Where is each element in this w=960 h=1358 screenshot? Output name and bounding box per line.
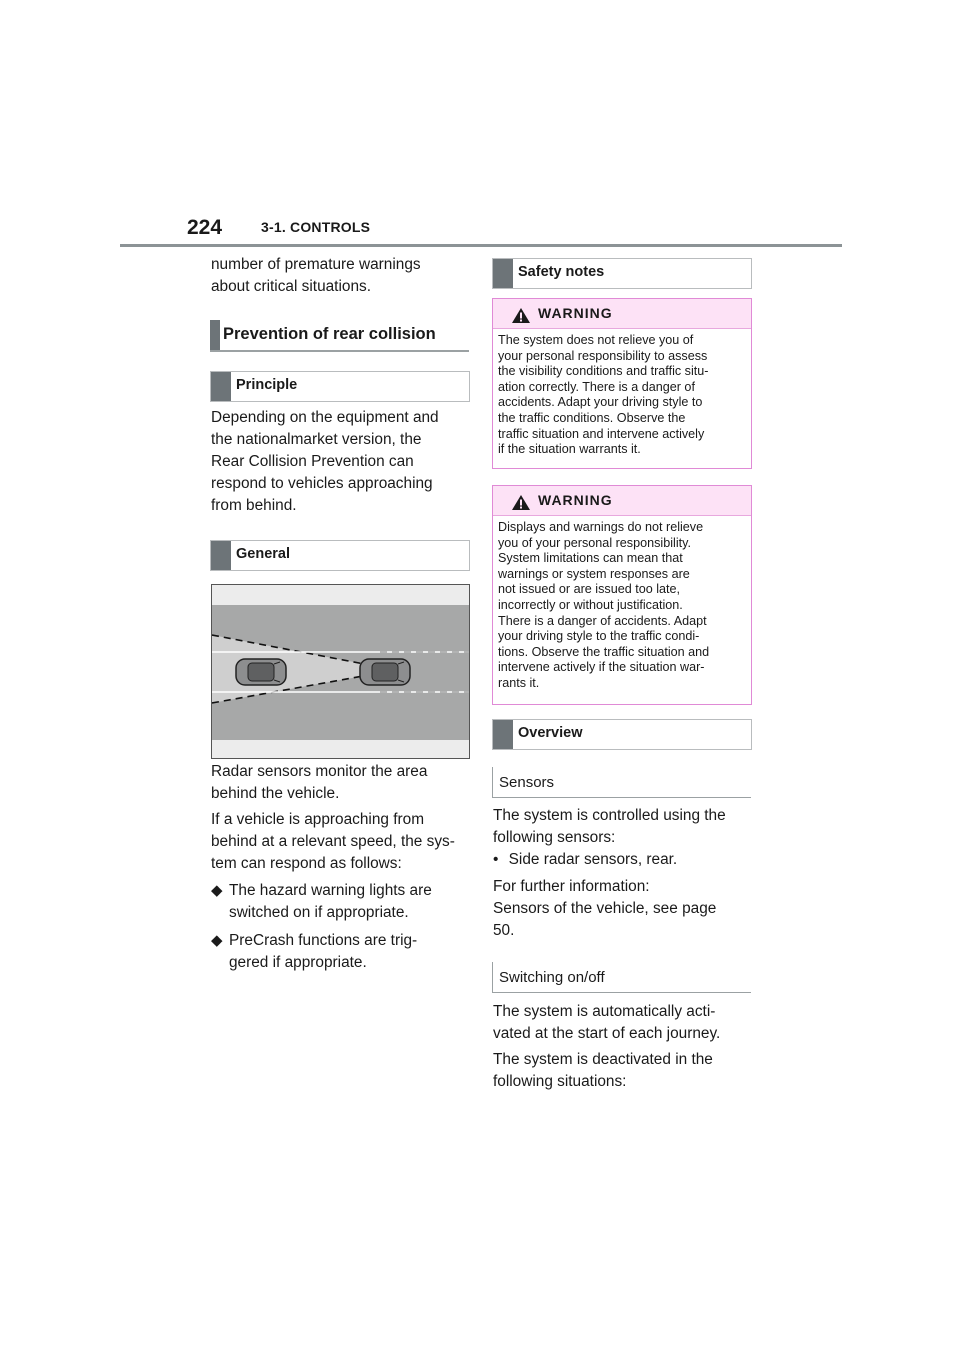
- list-item: [211, 880, 469, 924]
- text-line: not issued or are issued too late,: [498, 582, 681, 597]
- text-line: you of your personal responsibility.: [498, 535, 691, 550]
- heading-prevention-of-rear-collision: [210, 320, 469, 352]
- text-line: If a vehicle is approaching from: [211, 811, 425, 828]
- warning-label: WARNING: [538, 305, 613, 321]
- text-line: following sensors:: [493, 829, 616, 846]
- approach-text: [211, 809, 455, 875]
- text-line: Depending on the equipment and: [211, 409, 439, 426]
- heading-text: Principle: [236, 377, 298, 393]
- text-line: respond to vehicles approaching: [211, 475, 433, 492]
- text-line: The system is controlled using the: [493, 807, 726, 824]
- text-line: Side radar sensors, rear.: [508, 851, 678, 868]
- text-line: warnings or system responses are: [498, 566, 690, 581]
- text-line: switched on if appropriate.: [229, 904, 409, 921]
- heading-bar: [210, 320, 220, 350]
- text-line: the nationalmarket version, the: [211, 431, 422, 448]
- text-line: traffic situation and intervene actively: [498, 426, 705, 441]
- principle-text: [211, 407, 439, 517]
- warning-label: WARNING: [538, 492, 613, 508]
- text-line: System limitations can mean that: [498, 551, 683, 566]
- text-line: your driving style to the traffic condi-: [498, 629, 700, 644]
- bullet-diamond-icon: ◆: [211, 932, 223, 949]
- heading-general: [210, 540, 470, 571]
- list-item: [211, 930, 469, 974]
- car-own-vehicle-icon: [360, 659, 410, 685]
- warning-box-2: [492, 485, 752, 705]
- text-line: following situations:: [493, 1073, 627, 1090]
- sensors-text: [493, 805, 726, 849]
- text-line: vated at the start of each journey.: [493, 1025, 721, 1042]
- text-line: if the situation warrants it.: [498, 442, 641, 457]
- text-line: PreCrash functions are trig-: [229, 932, 418, 949]
- warning-header: [493, 299, 751, 329]
- figure-caption: [211, 761, 427, 805]
- warning-triangle-icon: [511, 494, 531, 511]
- text-line: gered if appropriate.: [229, 954, 367, 971]
- heading-text: General: [236, 546, 290, 562]
- warning-triangle-icon: [511, 307, 531, 324]
- switch-text-1: [493, 1001, 720, 1045]
- text-line: The system is automatically acti-: [493, 1003, 716, 1020]
- heading-bar: [493, 259, 513, 288]
- text-line: behind at a relevant speed, the sys-: [211, 833, 455, 850]
- text-line: The hazard warning lights are: [229, 882, 432, 899]
- text-line: intervene actively if the situation war-: [498, 660, 705, 675]
- heading-bar: [211, 372, 231, 401]
- heading-text: Switching on/off: [499, 969, 605, 986]
- text-line: ation correctly. There is a danger of: [498, 379, 695, 394]
- text-line: tem can respond as follows:: [211, 855, 402, 872]
- text-line: Rear Collision Prevention can: [211, 453, 414, 470]
- bullet-diamond-icon: ◆: [211, 882, 223, 899]
- heading-overview: [492, 719, 752, 750]
- intro-line: about critical situations.: [211, 278, 371, 295]
- text-line: behind the vehicle.: [211, 785, 340, 802]
- rear-radar-illustration: [211, 584, 470, 759]
- intro-text: [211, 254, 421, 298]
- intro-line: number of premature warnings: [211, 256, 421, 273]
- text-line: Radar sensors monitor the area: [211, 763, 428, 780]
- text-line[interactable]: Sensors of the vehicle, see page: [493, 900, 717, 917]
- text-line: tions. Observe the traffic situation and: [498, 644, 710, 659]
- text-line: Displays and warnings do not relieve: [498, 520, 704, 534]
- heading-text: Prevention of rear collision: [223, 325, 436, 343]
- switch-text-2: [493, 1049, 713, 1093]
- text-line: your personal responsibility to assess: [498, 348, 708, 363]
- text-line: the traffic conditions. Observe the: [498, 410, 686, 425]
- text-line: There is a danger of accidents. Adapt: [498, 613, 707, 628]
- bullet-dot-icon: •: [493, 851, 499, 868]
- page-reference[interactable]: 50.: [493, 922, 515, 939]
- heading-principle: [210, 371, 470, 402]
- warning-text: [493, 329, 751, 458]
- text-line: incorrectly or without justification.: [498, 597, 683, 612]
- text-line: the visibility conditions and traffic situ-: [498, 364, 709, 379]
- car-approaching-icon: [236, 659, 286, 685]
- text-line: from behind.: [211, 497, 297, 514]
- heading-safety-notes: [492, 258, 752, 289]
- text-line: The system is deactivated in the: [493, 1051, 713, 1068]
- heading-switching-on-off: [492, 962, 751, 993]
- text-line: For further information:: [493, 878, 650, 895]
- road-diagram: [212, 585, 469, 758]
- heading-text: Safety notes: [518, 264, 605, 280]
- text-line: The system does not relieve you of: [498, 333, 694, 347]
- page-number: 224: [187, 216, 223, 239]
- heading-bar: [211, 541, 231, 570]
- warning-header: [493, 486, 751, 516]
- warning-box-1: [492, 298, 752, 469]
- heading-sensors: [492, 767, 751, 798]
- header-rule: [120, 244, 842, 247]
- heading-text: Sensors: [499, 774, 555, 791]
- section-title: 3-1. CONTROLS: [261, 219, 371, 235]
- heading-text: Overview: [518, 725, 583, 741]
- heading-bar: [493, 720, 513, 749]
- text-line: accidents. Adapt your driving style to: [498, 395, 703, 410]
- further-info: [493, 876, 716, 942]
- warning-text: [493, 516, 751, 692]
- list-item: [493, 849, 677, 871]
- text-line: rants it.: [498, 675, 540, 690]
